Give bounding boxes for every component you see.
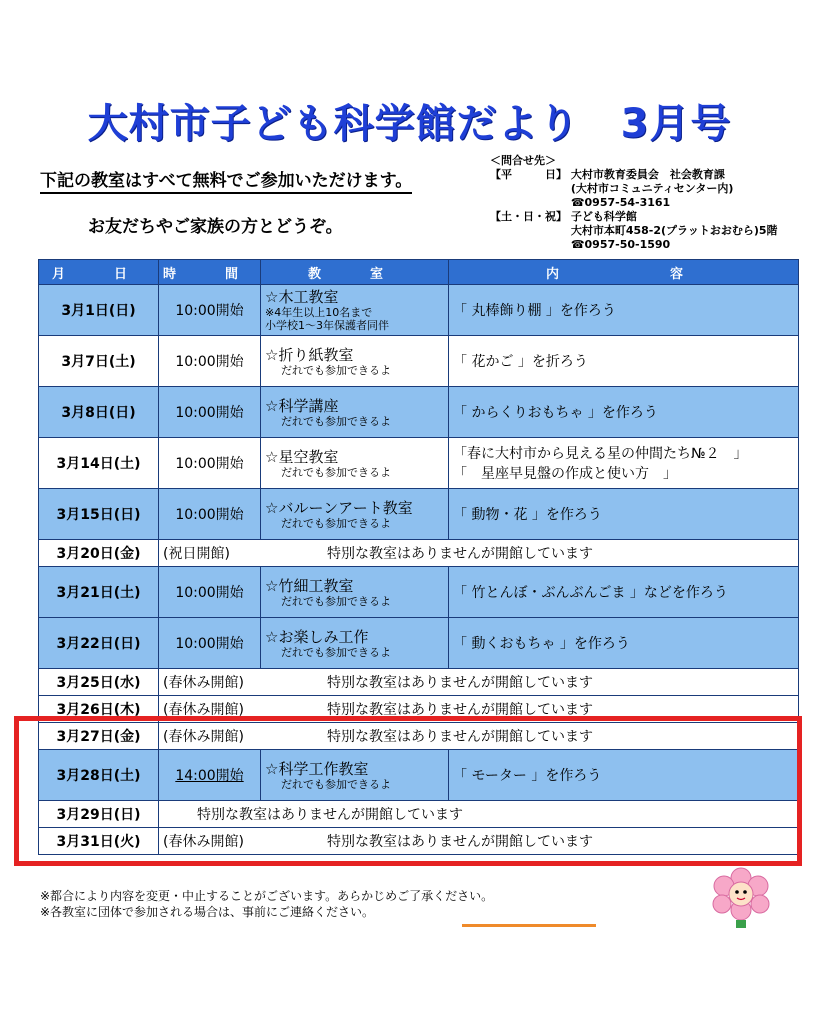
- row-date: 3月20日(金): [39, 540, 159, 567]
- row-date: 3月22日(日): [39, 618, 159, 669]
- row-time: 10:00開始: [159, 387, 261, 438]
- row-class: [261, 489, 449, 540]
- row-date: 3月7日(土): [39, 336, 159, 387]
- row-class: [261, 285, 449, 336]
- open-type: (春休み開館): [163, 834, 244, 850]
- row-time: 14:00開始: [159, 750, 261, 801]
- table-row: [39, 438, 799, 489]
- footnote: ※各教室に団体で参加される場合は、事前にご連絡ください。: [40, 905, 375, 919]
- table-row: [39, 567, 799, 618]
- open-type: (祝日開館): [163, 546, 230, 562]
- row-date: 3月1日(日): [39, 285, 159, 336]
- row-content: 「 竹とんぼ・ぶんぶんごま 」などを作ろう: [449, 567, 799, 618]
- header-class: 教 室: [261, 260, 449, 285]
- class-note-2: 小学校1～3年保護者同伴: [265, 319, 389, 332]
- table-row: [39, 669, 799, 696]
- row-time: 10:00開始: [159, 567, 261, 618]
- class-name: ☆木工教室: [265, 288, 339, 306]
- row-class: [261, 336, 449, 387]
- content-line: 「春に大村市から見える星の仲間たち№２ 」: [453, 446, 748, 462]
- row-content: 「 動物・花 」を作ろう: [449, 489, 799, 540]
- class-name: ☆星空教室: [265, 447, 339, 466]
- footnote: ※都合により内容を変更・中止することがございます。あらかじめご了承ください。: [40, 889, 494, 903]
- table-row: [39, 285, 799, 336]
- row-date: 3月26日(木): [39, 696, 159, 723]
- subtitle: 下記の教室はすべて無料でご参加いただけます。: [40, 166, 412, 194]
- open-type: (春休み開館): [163, 675, 244, 691]
- table-row: [39, 336, 799, 387]
- row-date: 3月15日(日): [39, 489, 159, 540]
- row-class: [261, 567, 449, 618]
- table-row: [39, 489, 799, 540]
- table-row: [39, 618, 799, 669]
- row-time: 10:00開始: [159, 618, 261, 669]
- row-open-notice: [159, 540, 799, 567]
- row-content: [449, 438, 799, 489]
- row-content: 「 動くおもちゃ 」を作ろう: [449, 618, 799, 669]
- class-note: だれでも参加できるよ: [281, 414, 391, 428]
- table-row: [39, 540, 799, 567]
- page-title: 大村市子ども科学館だより 3月号: [87, 101, 732, 147]
- open-text: 特別な教室はありませんが開館しています: [197, 807, 463, 823]
- open-type: (春休み開館): [163, 702, 244, 718]
- row-date: 3月27日(金): [39, 723, 159, 750]
- contact-info: ＜問合せ先＞ 【平 日】 大村市教育委員会 社会教育課 (大村市コミュニティセンター内) ☎0957-54-3161 【土・日・祝】 子ども科学館 大村市本町458-2(プラットおおむら)5階 ☎0957-50-1590: [490, 154, 778, 251]
- class-name: ☆竹細工教室: [265, 576, 354, 595]
- row-class: [261, 618, 449, 669]
- row-open-notice: [159, 669, 799, 696]
- class-note: だれでも参加できるよ: [281, 777, 391, 791]
- class-note: だれでも参加できるよ: [281, 594, 391, 608]
- class-note: だれでも参加できるよ: [281, 363, 391, 377]
- row-class: [261, 387, 449, 438]
- row-date: 3月28日(土): [39, 750, 159, 801]
- header-date: 月 日: [39, 260, 159, 285]
- header-content: 内 容: [449, 260, 799, 285]
- row-time: 10:00開始: [159, 336, 261, 387]
- open-type: (春休み開館): [163, 729, 244, 745]
- divider-line: [462, 924, 596, 927]
- open-text: 特別な教室はありませんが開館しています: [327, 834, 593, 850]
- row-date: 3月31日(火): [39, 828, 159, 855]
- row-date: 3月29日(日): [39, 801, 159, 828]
- open-text: 特別な教室はありませんが開館しています: [327, 675, 593, 691]
- row-class: [261, 438, 449, 489]
- open-text: 特別な教室はありませんが開館しています: [327, 546, 593, 562]
- row-content: 「 からくりおもちゃ 」を作ろう: [449, 387, 799, 438]
- class-name: ☆科学工作教室: [265, 759, 369, 778]
- class-note: だれでも参加できるよ: [281, 516, 391, 530]
- table-row: [39, 387, 799, 438]
- row-date: 3月21日(土): [39, 567, 159, 618]
- highlight-box: [14, 716, 802, 866]
- row-date: 3月25日(水): [39, 669, 159, 696]
- row-time: 10:00開始: [159, 438, 261, 489]
- class-name: ☆お楽しみ工作: [265, 627, 369, 646]
- row-content: 「 モーター 」を作ろう: [449, 750, 799, 801]
- mascot-flower-icon: [708, 866, 774, 932]
- header-time: 時 間: [159, 260, 261, 285]
- row-time: 10:00開始: [159, 285, 261, 336]
- class-name: ☆バルーンアート教室: [265, 498, 413, 517]
- class-note: だれでも参加できるよ: [281, 645, 391, 659]
- row-content: 「 花かご 」を折ろう: [449, 336, 799, 387]
- class-name: ☆科学講座: [265, 396, 339, 415]
- row-date: 3月14日(土): [39, 438, 159, 489]
- row-content: 「 丸棒飾り棚 」を作ろう: [449, 285, 799, 336]
- footnotes: [40, 888, 493, 920]
- row-time: 10:00開始: [159, 489, 261, 540]
- open-text: 特別な教室はありませんが開館しています: [327, 702, 593, 718]
- content-line-2: 「 星座早見盤の作成と使い方 」: [453, 466, 677, 482]
- class-name: ☆折り紙教室: [265, 345, 354, 364]
- open-text: 特別な教室はありませんが開館しています: [327, 729, 593, 745]
- row-date: 3月8日(日): [39, 387, 159, 438]
- class-note: ※4年生以上10名まで: [265, 306, 373, 319]
- subtitle-2: お友だちやご家族の方とどうぞ。: [88, 217, 343, 237]
- class-note: だれでも参加できるよ: [281, 465, 391, 479]
